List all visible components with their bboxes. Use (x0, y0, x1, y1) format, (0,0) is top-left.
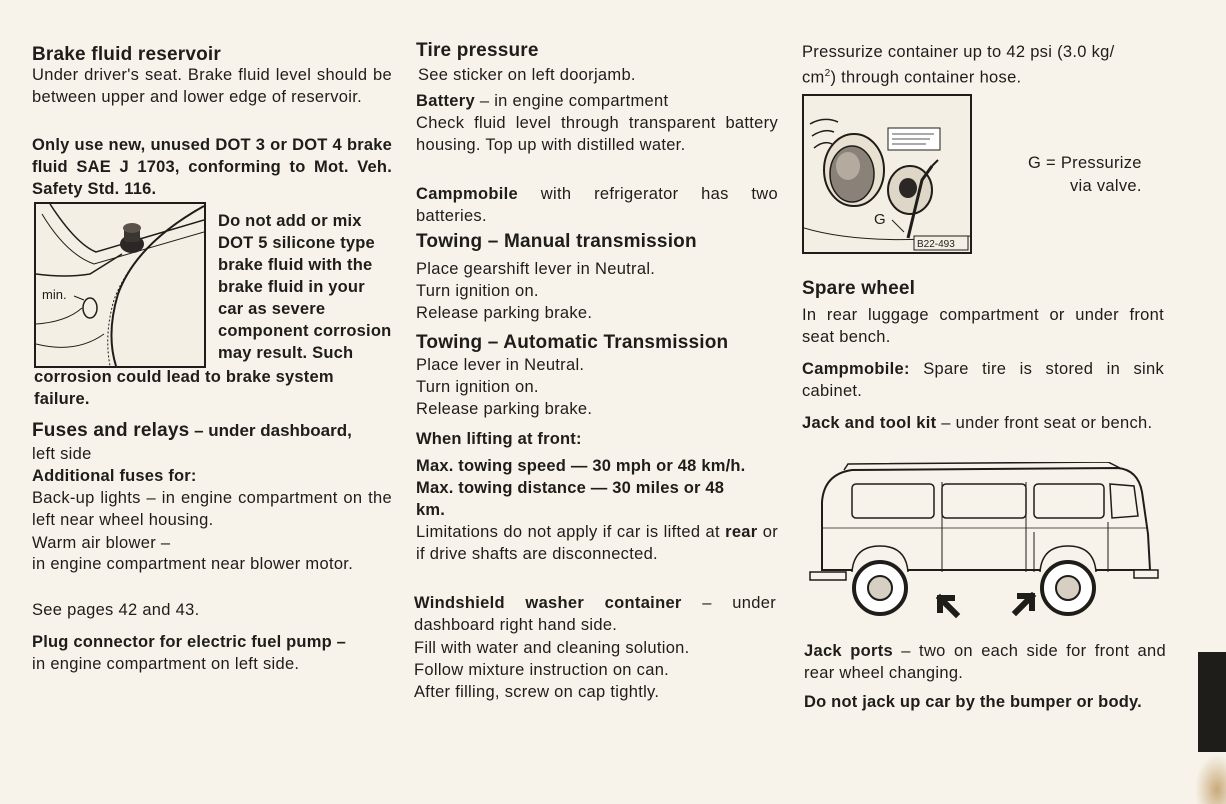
washer-location: – under dashboard right hand side. (414, 594, 777, 634)
pressurize-line-2 (802, 63, 1021, 89)
campmobile-battery-text (416, 183, 778, 227)
fuses-heading (32, 420, 392, 442)
spare-wheel-title: Spare wheel (802, 278, 916, 299)
jack-ports-detail: – two on each side for front and rear wheel changing. (804, 642, 1166, 682)
pressurize-rest: ) through container hose. (830, 68, 1022, 87)
fuses-left-side: left side (32, 445, 92, 463)
limitations-rear: rear (725, 523, 758, 541)
warm-air-text: in engine compartment near blower motor. (32, 555, 354, 573)
additional-fuses-label: Additional fuses for: (32, 467, 197, 485)
tire-pressure-title: Tire pressure (416, 40, 539, 61)
towing-manual-step-2: Turn ignition on. (416, 282, 539, 300)
brake-fluid-title: Brake fluid reservoir (32, 44, 222, 65)
fuel-pump-plug-text: in engine compartment on left side. (32, 655, 300, 673)
towing-manual-step-1: Place gearshift lever in Neutral. (416, 260, 656, 278)
page-stain (1196, 756, 1226, 804)
washer-valve-illustration (804, 96, 970, 252)
brake-fluid-text: Under driver's seat. Brake fluid level should be between upper and lower edge of reservoir. (32, 66, 392, 106)
figure-code: B22-493 (917, 239, 955, 250)
campmobile-spare-label: Campmobile: (802, 360, 910, 378)
limitations-text-b: or if drive shafts are disconnected. (416, 523, 779, 563)
washer-step-3: After filling, screw on cap tightly. (414, 683, 660, 701)
no-jack-warning: Do not jack up car by the bumper or body. (804, 693, 1142, 711)
towing-manual-title: Towing – Manual transmission (416, 231, 697, 252)
valve-g-label: G (874, 211, 886, 228)
washer-step-2: Follow mixture instruction on can. (414, 661, 670, 679)
max-towing-distance: Max. towing distance — 30 miles or 48 km. (416, 479, 725, 519)
pressurize-superscript: 2 (824, 68, 831, 79)
pressurize-line-1: Pressurize container up to 42 psi (3.0 kg/ (802, 43, 1115, 61)
valve-caption-2: via valve. (1070, 177, 1142, 195)
fuel-pump-plug-label: Plug connector for electric fuel pump – (32, 633, 347, 651)
towing-auto-step-1: Place lever in Neutral. (416, 356, 585, 374)
fuses-location: – under dashboard, (189, 421, 352, 440)
pressurize-unit: cm (802, 68, 825, 87)
towing-auto-step-3: Release parking brake. (416, 400, 593, 418)
towing-manual-step-3: Release parking brake. (416, 304, 593, 322)
campmobile-text: with refrigerator has two batteries. (416, 185, 778, 225)
vw-bus-illustration (808, 462, 1160, 624)
battery-label: Battery (416, 92, 475, 110)
min-level-label: min. (42, 287, 67, 302)
jack-tool-kit-label: Jack and tool kit (802, 414, 937, 432)
battery-text: Check fluid level through transparent battery housing. Top up with distilled water. (416, 114, 778, 154)
see-pages-text: See pages 42 and 43. (32, 601, 200, 619)
warm-air-label: Warm air blower – (32, 534, 171, 552)
washer-heading (414, 592, 776, 636)
max-towing-speed: Max. towing speed — 30 mph or 48 km/h. (416, 457, 746, 475)
campmobile-label: Campmobile (416, 185, 519, 203)
vw-bus-figure (808, 462, 1160, 624)
jack-ports-label: Jack ports (804, 642, 893, 660)
towing-auto-step-2: Turn ignition on. (416, 378, 539, 396)
limitations-text-a: Limitations do not apply if car is lifted at (416, 523, 726, 541)
jack-ports-text (804, 640, 1166, 684)
fuses-title: Fuses and relays (32, 420, 190, 441)
lifting-front-label: When lifting at front: (416, 430, 582, 448)
section-tab-marker (1198, 652, 1226, 752)
spare-wheel-text: In rear luggage compartment or under front seat bench. (802, 306, 1164, 346)
valve-caption-1: G = Pressurize (1028, 154, 1142, 172)
tire-pressure-text: See sticker on left doorjamb. (418, 66, 636, 84)
dot5-warning-end: corrosion could lead to brake system failure. (34, 368, 334, 408)
campmobile-spare-detail: Spare tire is stored in sink cabinet. (802, 360, 1164, 400)
washer-valve-figure (802, 94, 972, 254)
brake-reservoir-figure (34, 202, 206, 368)
towing-auto-title: Towing – Automatic Transmission (416, 332, 729, 353)
brake-reservoir-illustration (36, 204, 204, 366)
dot5-warning: Do not add or mix DOT 5 silicone type brake fluid with the brake fluid in your car as severe component corrosion may result. Such (218, 212, 392, 362)
campmobile-spare-text (802, 358, 1164, 402)
battery-heading (416, 90, 668, 112)
washer-step-1: Fill with water and cleaning solution. (414, 639, 690, 657)
backup-lights-text: Back-up lights – in engine compartment on the left near wheel housing. (32, 489, 392, 529)
jack-tool-kit-location: – under front seat or bench. (936, 414, 1153, 432)
brake-fluid-dot-note: Only use new, unused DOT 3 or DOT 4 brake fluid SAE J 1703, conforming to Mot. Veh. Safety Std. 116. (32, 136, 392, 198)
limitations-text (416, 521, 778, 565)
jack-tool-kit-text (802, 412, 1164, 434)
washer-label: Windshield washer container (414, 594, 682, 612)
battery-location: – in engine compartment (474, 92, 669, 110)
